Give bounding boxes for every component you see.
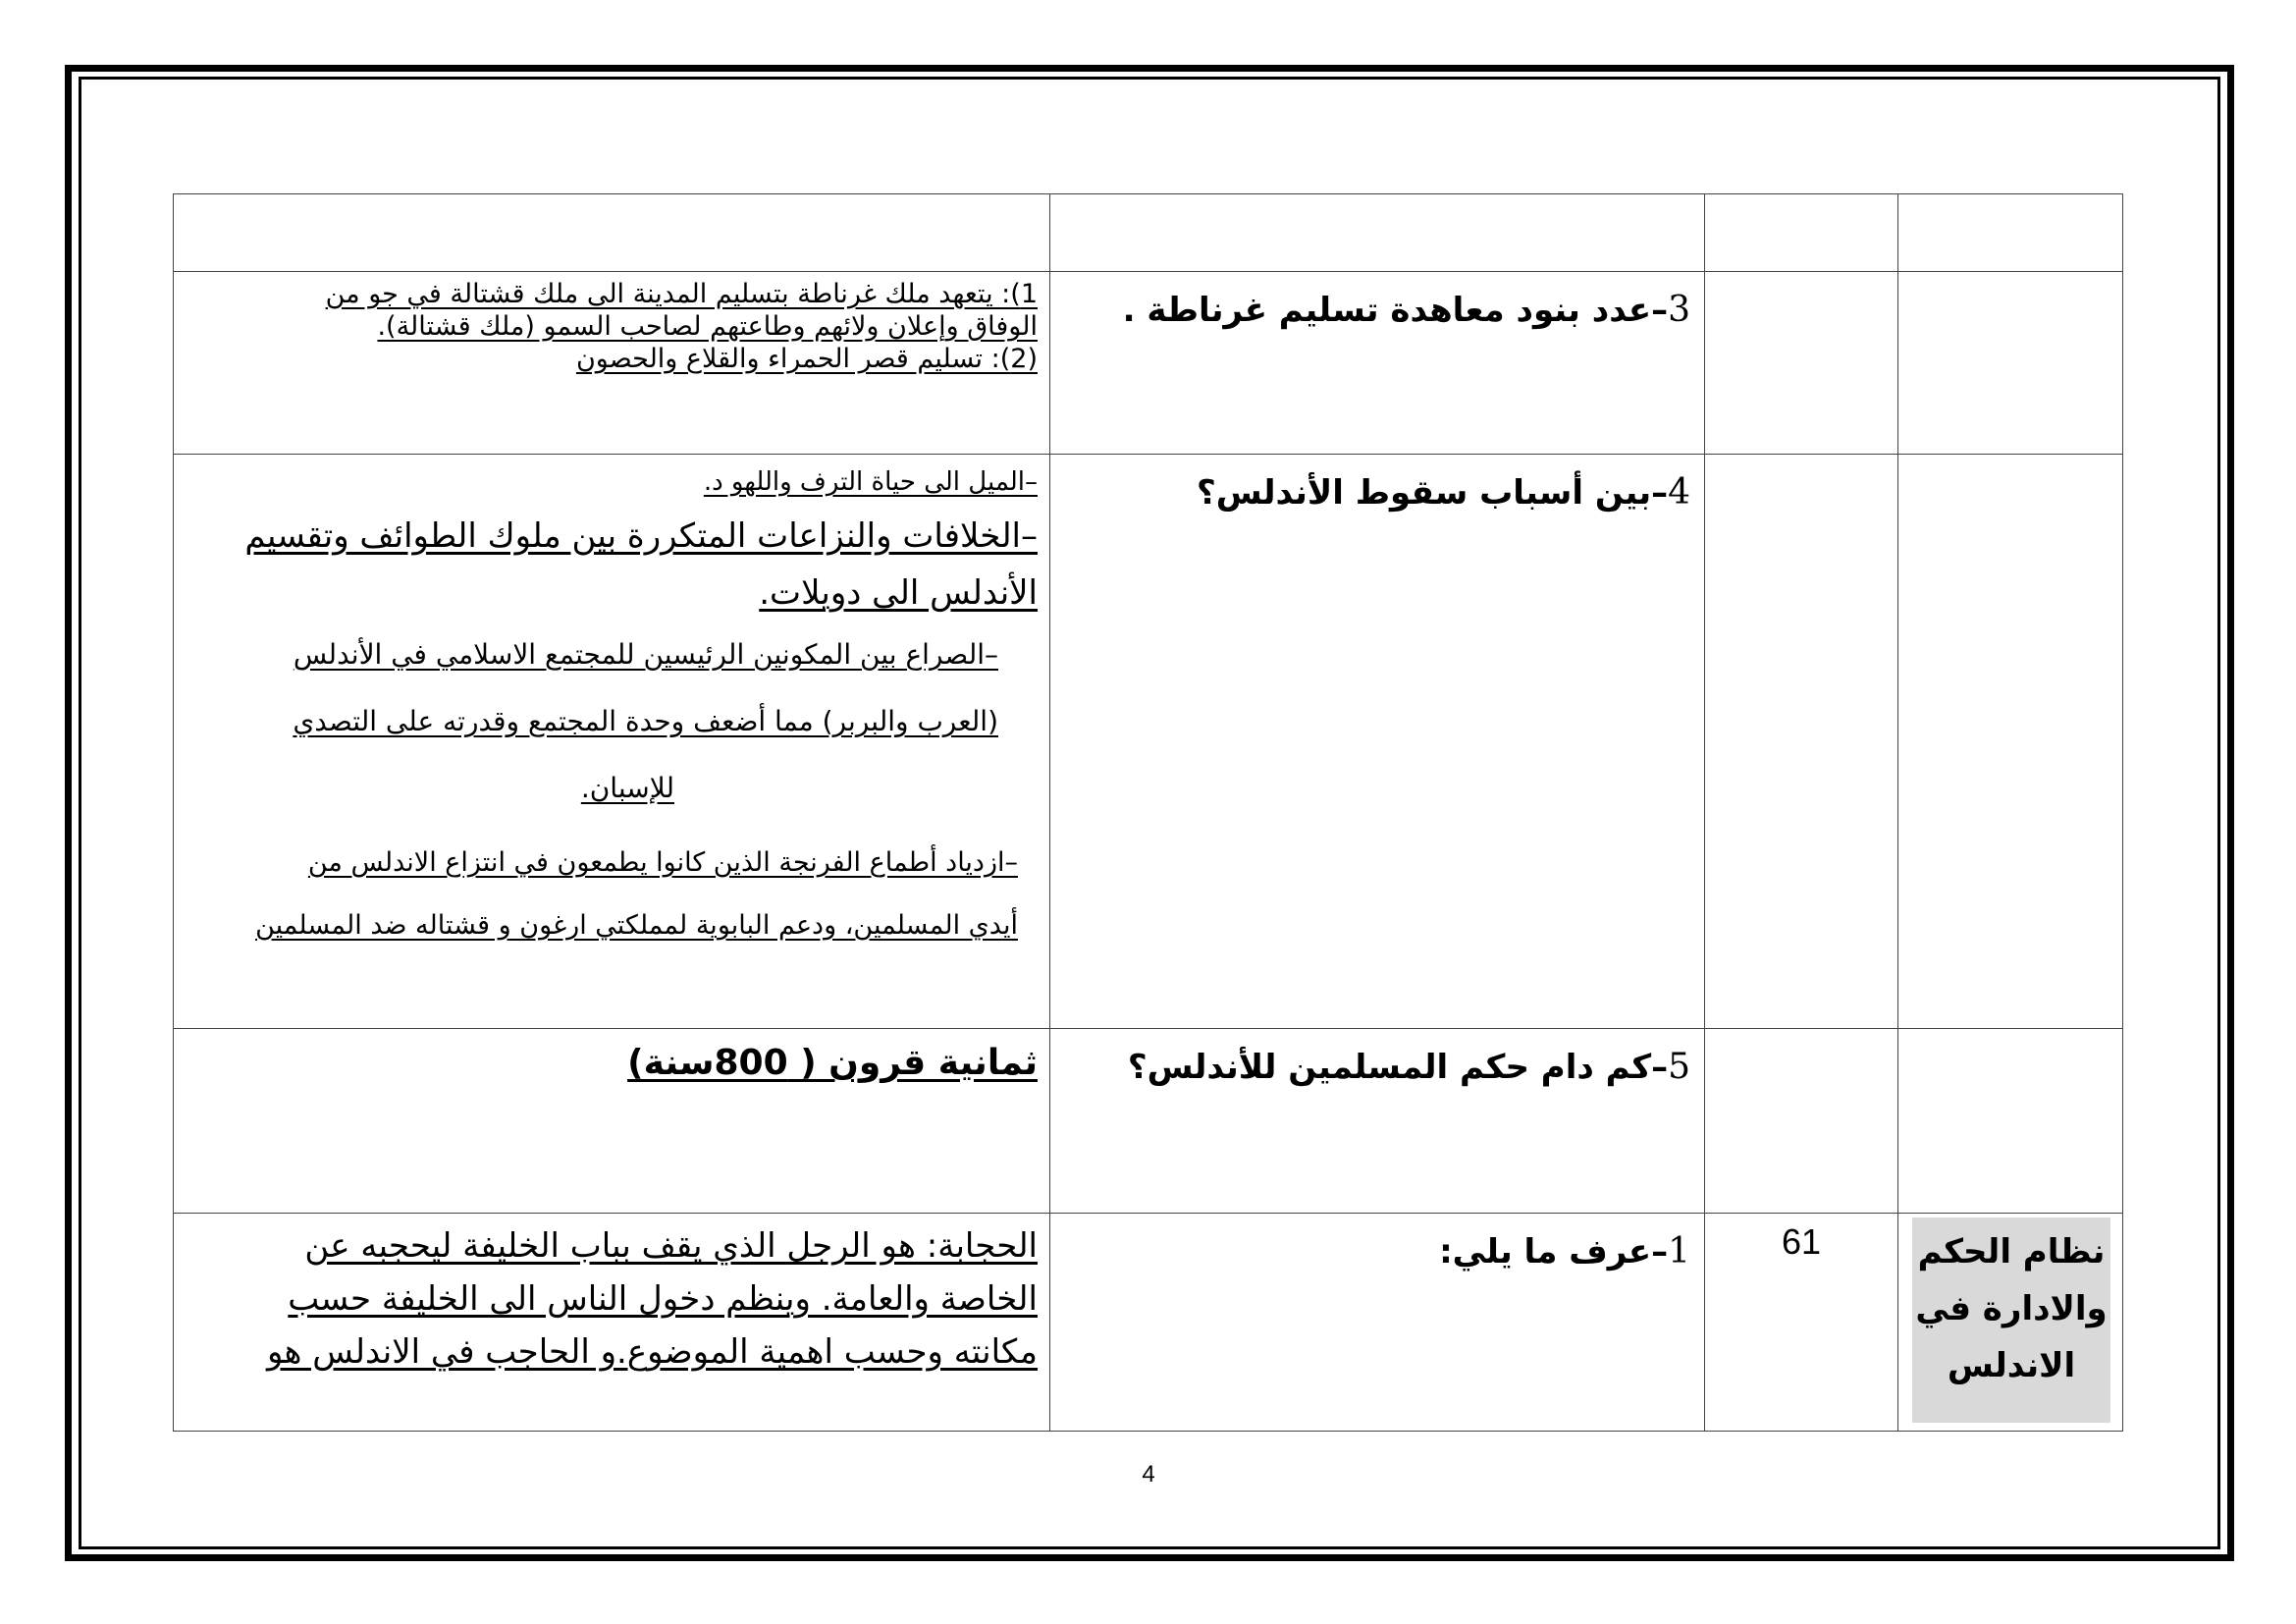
- question-text: [1050, 1029, 1704, 1087]
- answer-line: –الصراع بين المكونين الرئيسين للمجتمع الاسلامي في الأندلس: [293, 638, 998, 671]
- lesson-cell: [1898, 455, 2123, 1029]
- question-cell: [1050, 1029, 1705, 1214]
- answer-line: (العرب والبربر) مما أضعف وحدة المجتمع وقدرته على التصدي: [293, 705, 998, 737]
- answer-line: (2): تسليم قصر الحمراء والقلاع والحصون: [575, 344, 1038, 374]
- answer-line: الحجابة: هو الرجل الذي يقف بباب الخليفة ليحجبه عن: [304, 1226, 1038, 1266]
- lesson-title: [1912, 1218, 2110, 1423]
- lesson-cell: [1898, 1029, 2123, 1214]
- table-row: [174, 272, 2123, 455]
- question-label: –عرف ما يلي:: [1439, 1232, 1669, 1272]
- question-number: 1: [1668, 1231, 1690, 1272]
- question-cell: [1050, 272, 1705, 455]
- lesson-cell: [1898, 194, 2123, 272]
- answer-line: مكانته وحسب اهمية الموضوع.و الحاجب في الاندلس هو: [266, 1332, 1038, 1372]
- table-row: [174, 455, 2123, 1029]
- answer-line: الأندلس الى دويلات.: [759, 573, 1038, 613]
- page-cell: [1705, 455, 1898, 1029]
- lesson-cell: [1898, 272, 2123, 455]
- question-text: [1050, 1214, 1704, 1272]
- question-cell: [1050, 1214, 1705, 1432]
- answer-line: أيدي المسلمين، ودعم البابوية لمملكتي ارغون و قشتاله ضد المسلمين: [255, 910, 1018, 941]
- page-cell: [1705, 272, 1898, 455]
- question-label: –بين أسباب سقوط الأندلس؟: [1196, 473, 1669, 513]
- answer-line: –الخلافات والنزاعات المتكررة بين ملوك الطوائف وتقسيم: [244, 516, 1038, 556]
- question-text: [1050, 272, 1704, 330]
- question-number: 4: [1668, 472, 1690, 513]
- answer-text: [174, 455, 1049, 957]
- worksheet-table: [173, 193, 2123, 1432]
- page-cell: [1705, 1214, 1898, 1432]
- page-cell: [1705, 1029, 1898, 1214]
- answer-cell: [174, 1214, 1050, 1432]
- answer-cell: [174, 194, 1050, 272]
- answer-line: –ازدياد أطماع الفرنجة الذين كانوا يطمعون في انتزاع الاندلس من: [307, 847, 1018, 878]
- question-number: 3: [1668, 290, 1690, 330]
- answer-cell: [174, 1029, 1050, 1214]
- answer-paragraph: [186, 832, 1038, 957]
- answer-text: [174, 1214, 1049, 1379]
- lesson-title-line: الاندلس: [1947, 1346, 2076, 1385]
- lesson-title-line: والادارة في: [1915, 1289, 2108, 1328]
- question-label: –كم دام حكم المسلمين للأندلس؟: [1127, 1048, 1669, 1087]
- table-row: [174, 1214, 2123, 1432]
- answer-cell: [174, 272, 1050, 455]
- lesson-cell: [1898, 1214, 2123, 1432]
- question-label: –عدد بنود معاهدة تسليم غرناطة .: [1122, 291, 1669, 330]
- answer-paragraph: [186, 508, 1038, 622]
- table-row: [174, 1029, 2123, 1214]
- question-cell: [1050, 455, 1705, 1029]
- answer-paragraph: [186, 622, 1038, 822]
- table-row: [174, 194, 2123, 272]
- page-number: 4: [1142, 1461, 1155, 1488]
- answer-cell: [174, 455, 1050, 1029]
- answer-line: الوفاق وإعلان ولائهم وطاعتهم لصاحب السمو (ملك قشتالة).: [377, 311, 1038, 342]
- question-cell: [1050, 194, 1705, 272]
- answer-line: –الميل الى حياة الترف واللهو د.: [703, 467, 1038, 497]
- page-cell: [1705, 194, 1898, 272]
- answer-text: ثمانية قرون ( 800سنة): [627, 1043, 1038, 1083]
- question-number: 5: [1668, 1047, 1690, 1087]
- answer-line: للإسبان.: [580, 772, 674, 804]
- answer-line: 1): يتعهد ملك غرناطة بتسليم المدينة الى ملك قشتالة في جو من: [325, 279, 1038, 309]
- question-text: [1050, 455, 1704, 513]
- lesson-title-line: نظام الحكم: [1917, 1232, 2106, 1272]
- answer-text: [174, 272, 1049, 375]
- page-reference: 61: [1781, 1221, 1822, 1262]
- answer-line: الخاصة والعامة. وينظم دخول الناس الى الخليفة حسب: [288, 1279, 1038, 1319]
